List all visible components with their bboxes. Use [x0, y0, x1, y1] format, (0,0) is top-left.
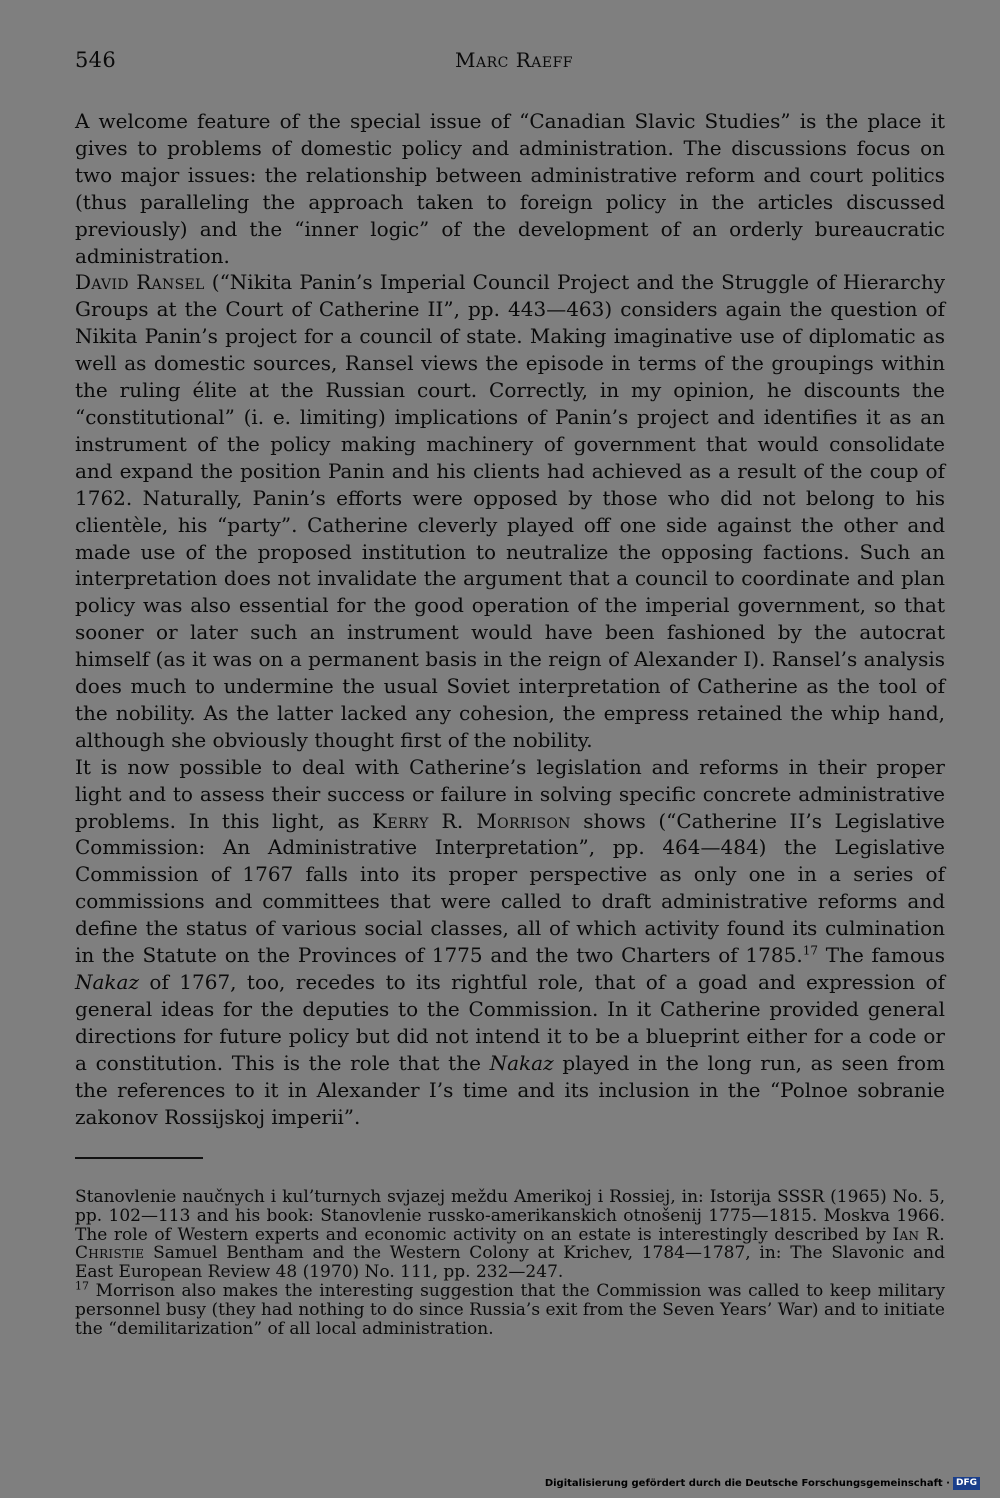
- footnote-17-mark: 17: [75, 1279, 89, 1293]
- paragraph-2: [75, 269, 945, 753]
- footnote-continuation-text-b: Samuel Bentham and the Western Colony at Krichev, 1784—1787, in: The Slavonic and East European Review 48 (1970) No. 111, pp. 232—247.: [75, 1243, 945, 1283]
- paragraph-3-text-e: played in the long run, as seen from the references to it in Alexander I’s time and its inclusion in the “Polnoe sobranie zakonov Rossijskoj imperii”.: [75, 1050, 945, 1129]
- paragraph-3-text-c: The famous: [817, 943, 945, 968]
- footnote-17-text: Morrison also makes the interesting suggestion that the Commission was called to keep military personnel busy (they had nothing to do since Russia’s exit from the Seven Years’ War) and to initiate the “demilitarization” of all local administration.: [75, 1280, 945, 1339]
- paragraph-3-text-d: of 1767, too, recedes to its rightful role, that of a goad and expression of general ideas for the deputies to the Commission. In it Catherine provided general directions for future policy but did not intend it to be a blueprint either for a code or a constitution. This is the role that the: [75, 970, 945, 1075]
- footnote-continuation: [75, 1188, 945, 1282]
- footnote-divider: [75, 1157, 203, 1159]
- footnote-reference-17: 17: [802, 943, 818, 958]
- digitization-credit-text: Digitalisierung gefördert durch die Deutsche Forschungsgemeinschaft ·: [544, 1478, 950, 1489]
- italic-nakaz-1: Nakaz: [75, 970, 140, 994]
- paragraph-1: [75, 108, 945, 269]
- author-name-morrison: Kerry R. Morrison: [372, 808, 571, 833]
- footnote-continuation-text-a: Stanovlenie naučnych i kul’turnych svjazej meždu Amerikoj i Rossiej, in: Istorija SSSR (1965) No. 5, pp. 102—113 and his book: Stanovlenie russko-amerikanskich otnošenij 1775—1815. Moskva 1966. The role of Western experts and economic activity on an estate is interestingly described by: [75, 1187, 945, 1245]
- paragraph-3-text-b: shows (“Catherine II’s Legislative Commission: An Administrative Interpretation”, pp. 464—484) the Legislative Commission of 1767 falls into its proper perspective as only one in a series of commissions and committees that were called to draft administrative reforms and define the status of various social classes, all of which activity found its culmination in the Statute on the Provinces of 1775 and the two Charters of 1785.: [75, 808, 945, 968]
- paragraph-3: [75, 754, 945, 1131]
- paragraph-1-text: A welcome feature of the special issue of “Canadian Slavic Studies” is the place it gives to problems of domestic policy and administration. The discussions focus on two major issues: the relationship between administrative reform and court politics (thus paralleling the approach taken to foreign policy in the articles discussed previously) and the “inner logic” of the development of an orderly bureaucratic administration.: [75, 109, 945, 268]
- paragraph-3-text-a: It is now possible to deal with Catherine’s legislation and reforms in their proper light and to assess their success or failure in solving specific concrete administrative problems. In this light, as: [75, 754, 945, 833]
- footnotes: [75, 1188, 945, 1338]
- dfg-logo-icon: DFG: [953, 1477, 980, 1490]
- paragraph-2-text: (“Nikita Panin’s Imperial Council Project and the Struggle of Hierarchy Groups at the Court of Catherine II”, pp. 443—463) considers again the question of Nikita Panin’s project for a council of state. Making imaginative use of diplomatic as well as domestic sources, Ransel views the episode in terms of the groupings within the ruling élite at the Russian court. Correctly, in my opinion, he discounts the “constitutional” (i. e. limiting) implications of Panin’s project and identifies it as an instrument of the policy making machinery of government that would consolidate and expand the position Panin and his clients had achieved as a result of the coup of 1762. Naturally, Panin’s efforts were opposed by those who did not belong to his clientèle, his “party”. Catherine cleverly played off one side against the other and made use of the proposed institution to neutralize the opposing factions. Such an interpretation does not invalidate the argument that a council to coordinate and plan policy was also essential for the good operation of the imperial government, so that sooner or later such an instrument would have been fashioned by the autocrat himself (as it was on a permanent basis in the reign of Alexander I). Ransel’s analysis does much to undermine the usual Soviet interpretation of Catherine as the tool of the nobility. As the latter lacked any cohesion, the empress retained the whip hand, although she obviously thought first of the nobility.: [75, 270, 945, 752]
- author-name-ransel: David Ransel: [75, 270, 205, 295]
- running-head: Marc Raeff: [455, 48, 574, 72]
- italic-nakaz-2: Nakaz: [489, 1050, 554, 1075]
- author-name-christie: Ian R. Christie: [75, 1224, 945, 1264]
- digitization-credit: [545, 1477, 980, 1490]
- main-text: [75, 108, 945, 1130]
- footnote-17: [75, 1279, 945, 1339]
- page-number: 546: [75, 48, 116, 72]
